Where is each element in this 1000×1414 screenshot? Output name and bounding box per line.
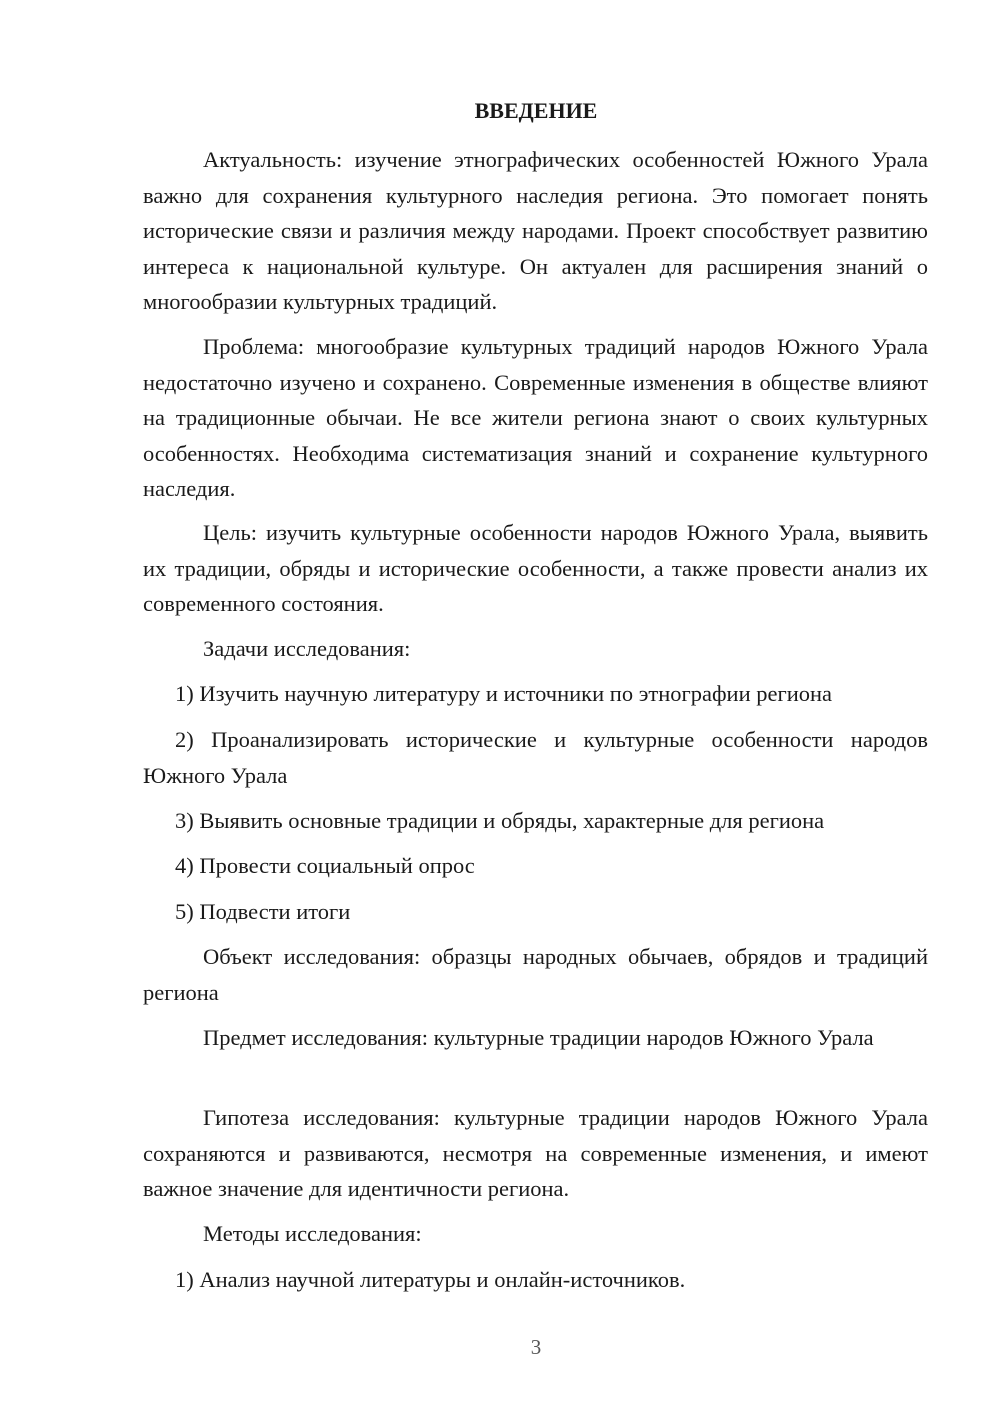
paragraph-subject: Предмет исследования: культурные традиции народов Южного Урала — [203, 1025, 874, 1050]
task-item-2: 2) Проанализировать исторические и культурные особенности народов Южного Урала — [143, 727, 928, 788]
task-item-1: 1) Изучить научную литературу и источники по этнографии региона — [175, 681, 833, 706]
paragraph-relevance: Актуальность: изучение этнографических особенностей Южного Урала важно для сохранения культурного наследия региона. Это помогает понять исторические связи и различия между народами. Проект способствует развитию интереса к национальной культуре. Он актуален для расширения знаний о многообразии культурных традиций. — [143, 147, 928, 314]
paragraph-methods-heading: Методы исследования: — [203, 1221, 422, 1246]
paragraph-hypothesis: Гипотеза исследования: культурные традиции народов Южного Урала сохраняются и развиваются, несмотря на современные изменения, и имеют важное значение для идентичности региона. — [143, 1105, 928, 1201]
task-item-4: 4) Провести социальный опрос — [175, 853, 475, 878]
paragraph-object: Объект исследования: образцы народных обычаев, обрядов и традиций региона — [143, 944, 928, 1005]
paragraph-tasks-heading: Задачи исследования: — [203, 636, 411, 661]
section-title: ВВЕДЕНИЕ — [474, 98, 598, 123]
paragraph-goal: Цель: изучить культурные особенности народов Южного Урала, выявить их традиции, обряды и исторические особенности, а также провести анализ их современного состояния. — [143, 520, 928, 616]
task-item-3: 3) Выявить основные традиции и обряды, характерные для региона — [175, 808, 825, 833]
page-number: 3 — [530, 1335, 542, 1359]
task-item-5: 5) Подвести итоги — [175, 899, 351, 924]
method-item-1: 1) Анализ научной литературы и онлайн-источников. — [175, 1267, 686, 1292]
paragraph-problem: Проблема: многообразие культурных традиций народов Южного Урала недостаточно изучено и сохранено. Современные изменения в обществе влияют на традиционные обычаи. Не все жители региона знают о своих культурных особенностях. Необходима систематизация знаний и сохранение культурного наследия. — [143, 334, 928, 501]
